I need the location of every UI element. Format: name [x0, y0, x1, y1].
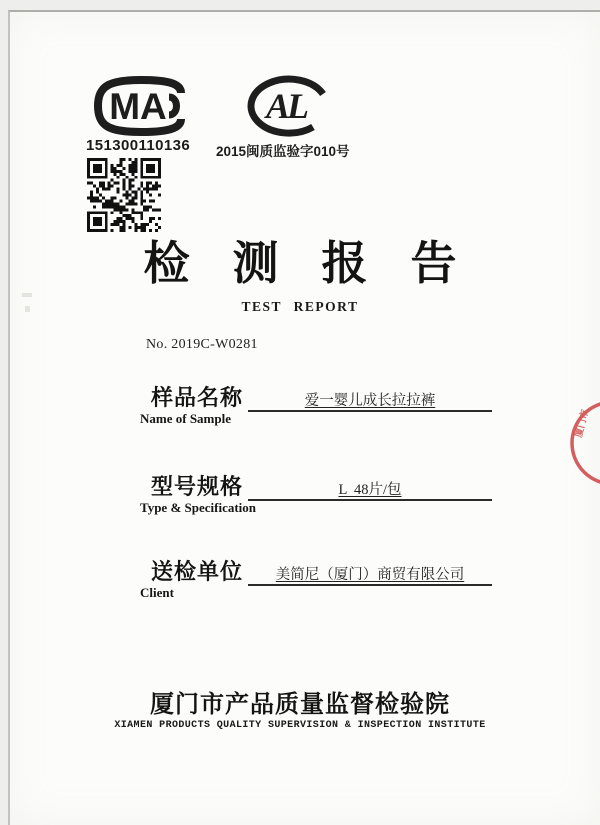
- cal-accreditation-icon: [242, 74, 334, 138]
- seal-text: 厦门市: [574, 408, 592, 439]
- cma-certificate-number: 151300110136: [86, 137, 191, 154]
- report-title-zh: 检测报告: [143, 238, 500, 289]
- field-labels: [140, 474, 257, 515]
- cma-letters: MA: [109, 86, 167, 127]
- field-underline: [248, 386, 492, 412]
- field-sample-name: [140, 386, 492, 426]
- qr-code: [87, 158, 161, 232]
- field-value: L 48片/包: [338, 482, 402, 499]
- institute-name-en: XIAMEN PRODUCTS QUALITY SUPERVISION & INSPECTION INSTITUTE: [114, 720, 486, 731]
- label-zh: 型号规格: [151, 474, 244, 499]
- field-underline: [248, 560, 492, 586]
- cal-license-number: 2015闽质监验字010号: [216, 144, 350, 159]
- label-en: Client: [140, 585, 174, 600]
- cma-accreditation-icon: [93, 76, 189, 136]
- label-zh: 样品名称: [151, 385, 244, 410]
- label-en: Type & Specification: [140, 500, 257, 515]
- label-zh: 送检单位: [151, 559, 244, 584]
- field-type-specification: [140, 475, 492, 515]
- field-labels: [140, 386, 248, 426]
- institute-name-zh: 厦门市产品质量监督检验院: [150, 692, 450, 718]
- cal-letters: AL: [265, 86, 307, 126]
- label-en: Name of Sample: [140, 411, 231, 426]
- scan-smudge: [22, 293, 32, 297]
- field-underline: [248, 475, 492, 501]
- report-title-en: TEST REPORT: [241, 299, 359, 314]
- field-labels: [140, 560, 248, 600]
- field-value: 美简尼（厦门）商贸有限公司: [275, 567, 465, 584]
- field-client: [140, 560, 492, 600]
- red-seal-stamp: [553, 388, 600, 500]
- scan-smudge: [25, 306, 30, 312]
- field-value: 爱一婴儿成长拉拉裤: [304, 393, 436, 410]
- report-number: No. 2019C-W0281: [146, 337, 258, 352]
